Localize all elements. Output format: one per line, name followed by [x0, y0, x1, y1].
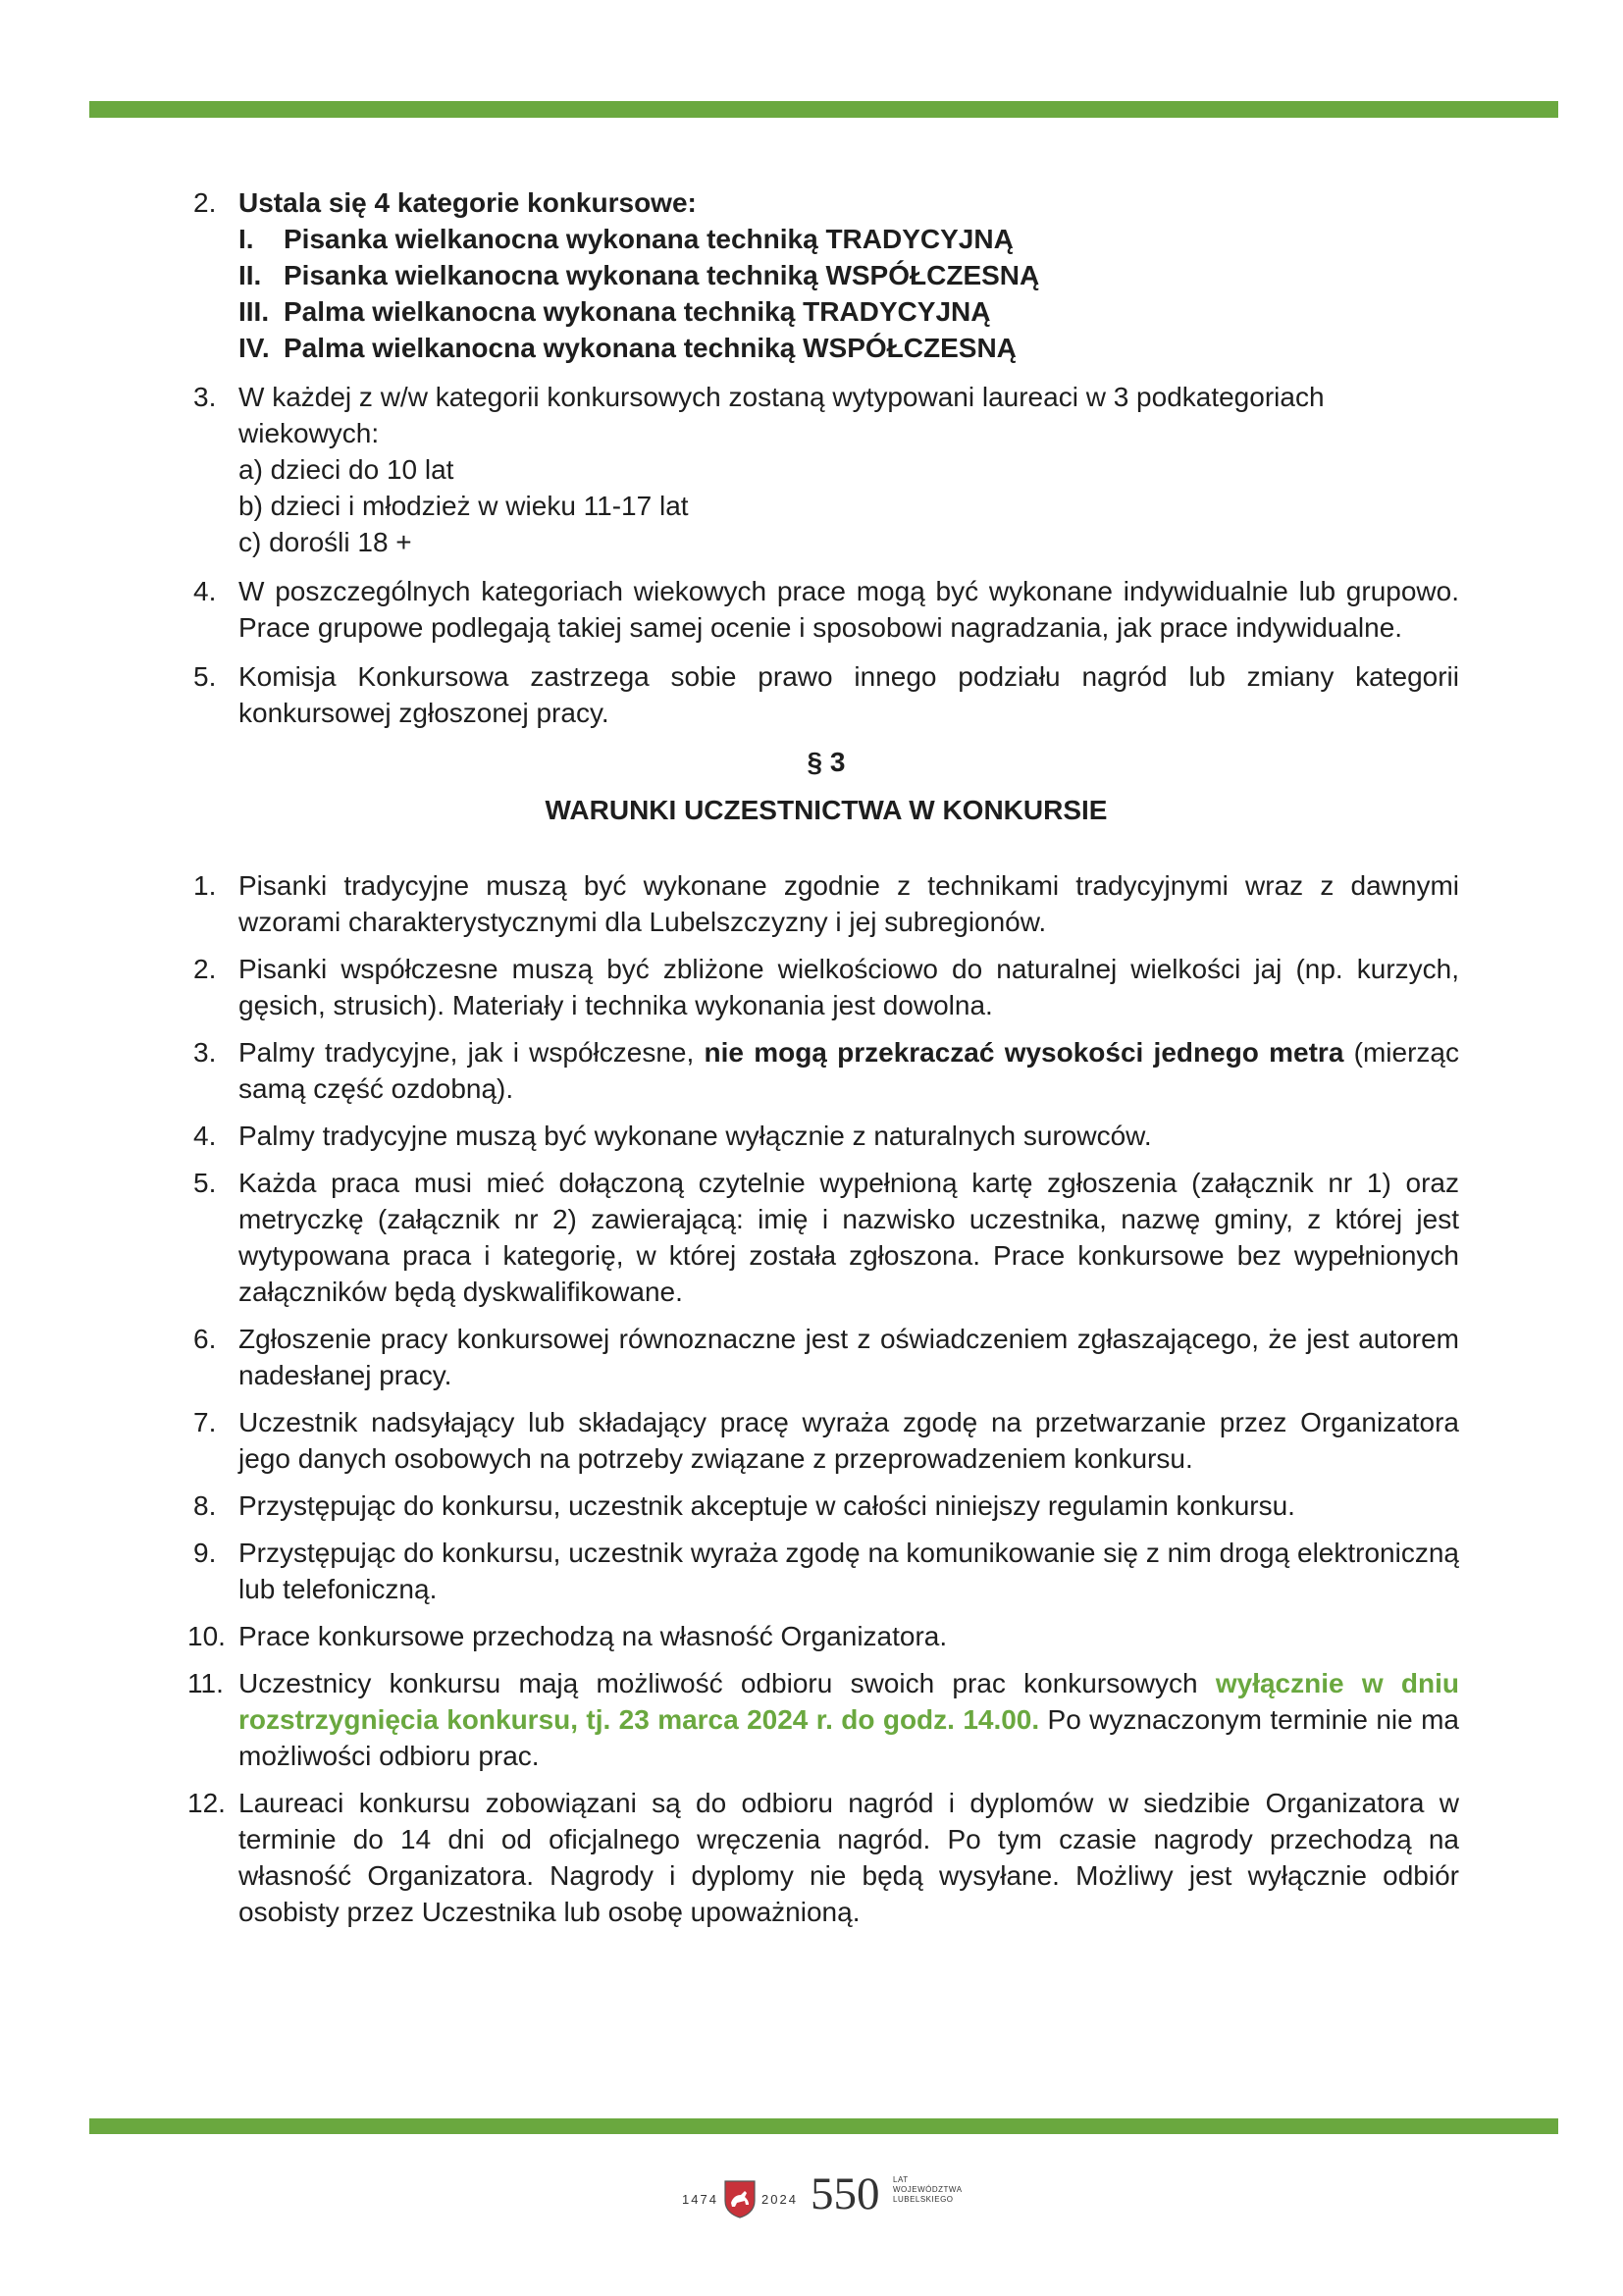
bottom-green-bar: [89, 2118, 1558, 2134]
condition-item: [193, 1535, 1459, 1607]
item-text: Przystępując do konkursu, uczestnik wyraża zgodę na komunikowanie się z nim drogą elektroniczną lub telefoniczną.: [238, 1538, 1459, 1604]
item-number: 2.: [193, 954, 217, 984]
condition-item: [193, 867, 1459, 940]
footer-logo: [0, 2166, 1623, 2225]
item-number: 4.: [193, 1121, 217, 1151]
item-number: 5.: [193, 1168, 217, 1198]
age-group-item: c) dorośli 18 +: [238, 527, 412, 557]
roman-numeral: IV.: [238, 333, 270, 363]
item-number: 8.: [193, 1490, 217, 1521]
item-text: Zgłoszenie pracy konkursowej równoznaczne jest z oświadczeniem zgłaszającego, że jest autorem nadesłanej pracy.: [238, 1324, 1459, 1390]
item-number: 10.: [187, 1621, 226, 1651]
caption-line: LUBELSKIEGO: [893, 2195, 954, 2204]
text-run: (mierząc samą część ozdobną).: [238, 1037, 1459, 1104]
category-item: [238, 293, 1459, 330]
text-run: Uczestnicy konkursu mają możliwość odbioru swoich prac konkursowych: [238, 1668, 1216, 1698]
item-text: Komisja Konkursowa zastrzega sobie prawo innego podziału nagród lub zmiany kategorii konkursowej zgłoszonej pracy.: [238, 661, 1459, 728]
caption-line: LAT: [893, 2175, 909, 2184]
condition-item: [193, 1034, 1459, 1107]
category-text: Pisanka wielkanocna wykonana techniką TRADYCYJNĄ: [284, 224, 1014, 254]
roman-numeral: III.: [238, 296, 270, 327]
anniversary-caption: [893, 2175, 963, 2205]
item-text: Pisanki współczesne muszą być zbliżone wielkościowo do naturalnej wielkości jaj (np. kurzych, gęsich, strusich). Materiały i technika wykonania jest dowolna.: [238, 954, 1459, 1020]
caption-line: WOJEWÓDZTWA: [893, 2185, 963, 2194]
age-group-item: a) dzieci do 10 lat: [238, 454, 454, 485]
item-text: Uczestnik nadsyłający lub składający pracę wyraża zgodę na przetwarzanie przez Organizatora jego danych osobowych na potrzeby związane z przeprowadzeniem konkursu.: [238, 1407, 1459, 1474]
condition-item: [193, 1487, 1459, 1524]
list-item: [193, 573, 1459, 646]
category-item: [238, 330, 1459, 366]
item-text: Prace konkursowe przechodzą na własność Organizatora.: [238, 1621, 948, 1651]
condition-item: [193, 951, 1459, 1023]
item-number: 9.: [193, 1538, 217, 1568]
top-green-bar: [89, 101, 1558, 118]
item-number: 12.: [187, 1788, 226, 1818]
item-text: [238, 1034, 1459, 1107]
condition-item: [187, 1665, 1459, 1774]
item-number: 1.: [193, 870, 217, 901]
item-text: Pisanki tradycyjne muszą być wykonane zgodnie z technikami tradycyjnymi wraz z dawnymi wzorami charakterystycznymi dla Lubelszczyzny i jej subregionów.: [238, 870, 1459, 937]
item-number: 2.: [193, 187, 217, 218]
item-number: 6.: [193, 1324, 217, 1354]
item-text: [238, 1665, 1459, 1774]
item-text: W każdej z w/w kategorii konkursowych zostaną wytypowani laureaci w 3 podkategoriach wiekowych:: [238, 382, 1325, 448]
coat-of-arms-icon: [723, 2179, 757, 2218]
roman-numeral: II.: [238, 260, 262, 290]
category-item: [238, 257, 1459, 293]
text-run: Po wyznaczonym terminie nie ma możliwości odbioru prac.: [238, 1704, 1459, 1771]
category-text: Palma wielkanocna wykonana techniką WSPÓŁCZESNĄ: [284, 333, 1017, 363]
category-item: [238, 221, 1459, 257]
item-number: 4.: [193, 576, 217, 606]
item-text: Laureaci konkursu zobowiązani są do odbioru nagród i dyplomów w siedzibie Organizatora w terminie do 14 dni od oficjalnego wręczenia nagród. Po tym czasie nagrody przechodzą na własność Organizatora. Nagrody i dyplomy nie będą wysyłane. Możliwy jest wyłącznie odbiór osobisty przez Uczestnika lub osobę upoważnioną.: [238, 1788, 1459, 1927]
item-text: W poszczególnych kategoriach wiekowych prace mogą być wykonane indywidualnie lub grupowo. Prace grupowe podlegają takiej samej ocenie i sposobowi nagradzania, jak prace indywidualne.: [238, 576, 1459, 643]
condition-item: [193, 1321, 1459, 1393]
roman-numeral: I.: [238, 224, 254, 254]
section-title: WARUNKI UCZESTNICTWA W KONKURSIE: [545, 795, 1108, 825]
age-group-list: [238, 451, 1459, 560]
condition-item: [187, 1785, 1459, 1930]
item-text: Przystępując do konkursu, uczestnik akceptuje w całości niniejszy regulamin konkursu.: [238, 1490, 1295, 1521]
item-number: 5.: [193, 661, 217, 692]
item-number: 11.: [187, 1668, 224, 1698]
bold-text: nie mogą przekraczać wysokości jednego metra: [704, 1037, 1344, 1068]
category-text: Pisanka wielkanocna wykonana techniką WSPÓŁCZESNĄ: [284, 260, 1040, 290]
item-text: Palmy tradycyjne muszą być wykonane wyłącznie z naturalnych surowców.: [238, 1121, 1152, 1151]
item-text: Każda praca musi mieć dołączoną czytelnie wypełnioną kartę zgłoszenia (załącznik nr 1) oraz metryczkę (załącznik nr 2) zawierającą: imię i nazwisko uczestnika, nazwę gminy, z której jest wytypowana praca i kategorię, w której została zgłoszona. Prace konkursowe bez wypełnionych załączników będą dyskwalifikowane.: [238, 1168, 1459, 1307]
category-text: Palma wielkanocna wykonana techniką TRADYCYJNĄ: [284, 296, 991, 327]
list-item: [193, 658, 1459, 731]
year-end: 2024: [761, 2192, 798, 2207]
condition-item: [187, 1618, 1459, 1654]
list-item: [193, 379, 1459, 560]
condition-item: [193, 1404, 1459, 1477]
item-number: 3.: [193, 382, 217, 412]
text-run: Palmy tradycyjne, jak i współczesne,: [238, 1037, 705, 1068]
condition-item: [193, 1165, 1459, 1310]
section-symbol: § 3: [807, 747, 846, 777]
highlighted-date-text: wyłącznie w dniu rozstrzygnięcia konkursu, tj. 23 marca 2024 r. do godz. 14.00.: [238, 1668, 1459, 1735]
condition-item: [193, 1118, 1459, 1154]
item-text: Ustala się 4 kategorie konkursowe:: [238, 187, 697, 218]
age-group-item: b) dzieci i młodzież w wieku 11-17 lat: [238, 491, 689, 521]
list-item: [193, 184, 1459, 366]
item-number: 7.: [193, 1407, 217, 1437]
anniversary-number: 550: [811, 2168, 880, 2219]
year-start: 1474: [682, 2192, 718, 2207]
document-body: [187, 184, 1459, 1930]
category-list: [238, 221, 1459, 366]
item-number: 3.: [193, 1037, 217, 1068]
